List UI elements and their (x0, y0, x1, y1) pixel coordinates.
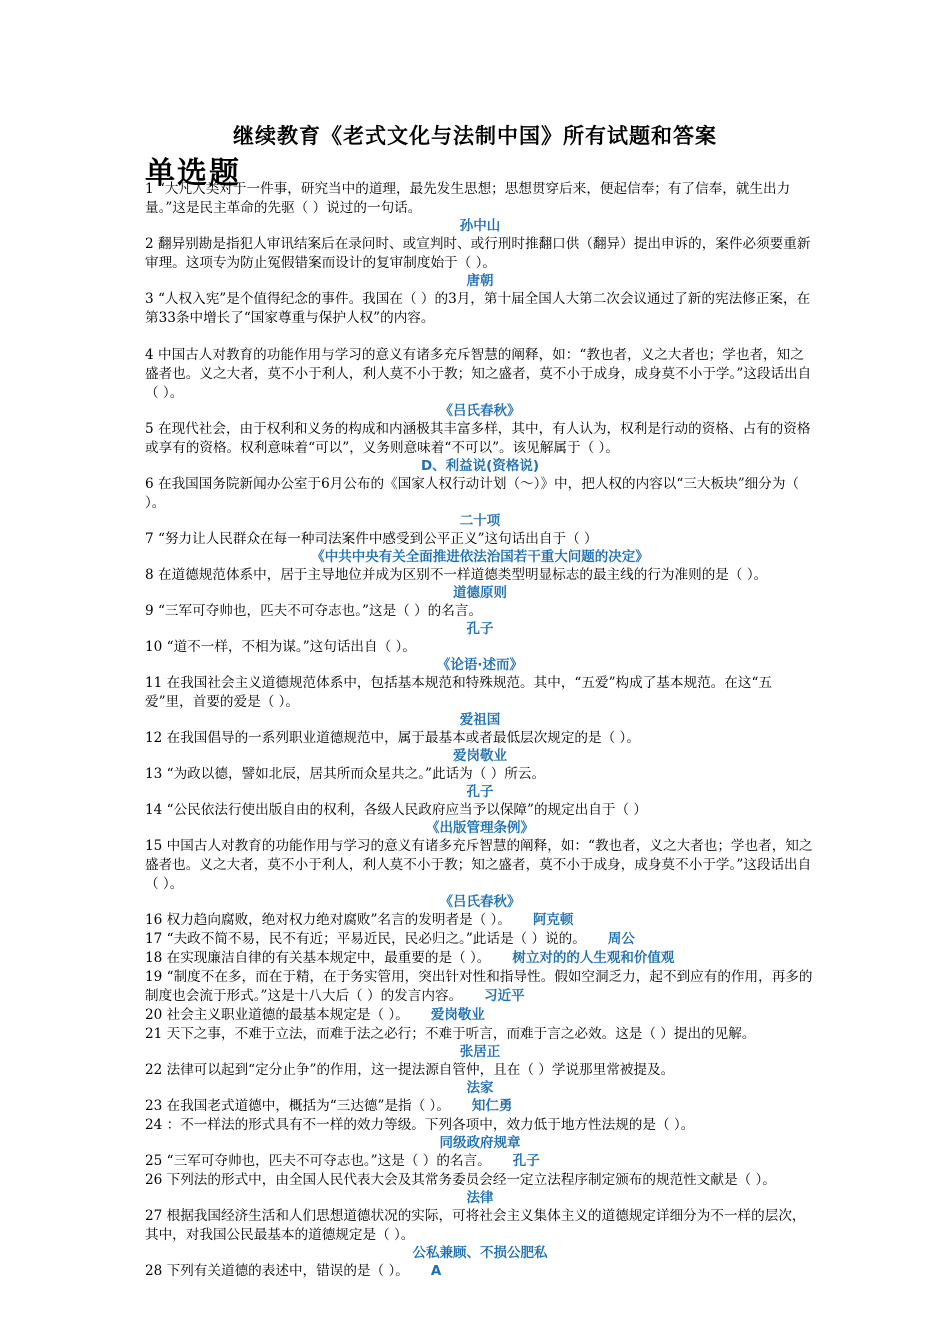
question-28 (145, 1262, 815, 1281)
answer-27: 公私兼顾、不损公肥私 (412, 1245, 548, 1261)
question-5 (145, 420, 815, 458)
question-text: 24 ：不一样法的形式具有不一样的效力等级。下列各项中，效力低于地方性法规的是（ ）。 (145, 1117, 695, 1133)
inline-answer: 周公 (607, 931, 635, 947)
inline-answer: 习近平 (484, 988, 525, 1004)
question-17 (145, 930, 815, 949)
question-text: 4 中国古人对教育的功能作用与学习的意义有诸多充斥智慧的阐释，如：“教也者，义之大者也；学也者，知之盛者也。义之大者，莫不小于利人，利人莫不小于教；知之盛者，莫不小于成身，成身莫不小于学。”这段话出自（ ）。 (145, 347, 812, 401)
answer-22: 法家 (466, 1080, 494, 1096)
question-text: 20 社会主义职业道德的最基本规定是（ ）。 (145, 1007, 409, 1023)
question-text: 1 “大凡人类对于一件事，研究当中的道理，最先发生思想；思想贯穿后来，便起信奉；有了信奉，就生出力量。”这是民主革命的先驱（ ）说过的一句话。 (145, 181, 791, 216)
question-text: 16 权力趋向腐败，绝对权力绝对腐败”名言的发明者是（ ）。 (145, 912, 511, 928)
question-text: 3 “人权入宪”是个值得纪念的事件。我国在（ ）的3月，第十届全国人大第二次会议通过了新的宪法修正案，在第33条中增长了“国家尊重与保护人权”的内容。 (145, 291, 811, 326)
question-text: 5 在现代社会，由于权利和义务的构成和内涵极其丰富多样，其中，有人认为，权利是行动的资格、占有的资格或享有的资格。权利意味着“可以”，义务则意味着“不可以”。该见解属于（ ）。 (145, 421, 811, 456)
question-text: 25 “三军可夺帅也，匹夫不可夺志也。”这是（ ）的名言。 (145, 1153, 491, 1169)
question-23 (145, 1097, 815, 1116)
answer-15: 《吕氏春秋》 (439, 894, 521, 910)
answer-26: 法律 (466, 1190, 494, 1206)
question-9 (145, 602, 815, 621)
question-10 (145, 638, 815, 657)
question-2 (145, 235, 815, 273)
question-text: 10 “道不一样，不相为谋。”这句话出自（ ）。 (145, 639, 416, 655)
question-text: 22 法律可以起到“定分止争”的作用，这一提法源自管仲，且在（ ）学说那里常被提及。 (145, 1062, 675, 1078)
answer-4: 《吕氏春秋》 (439, 403, 521, 419)
question-text: 28 下列有关道德的表述中，错误的是（ ）。 (145, 1263, 409, 1279)
question-14 (145, 801, 815, 820)
question-18 (145, 949, 815, 968)
question-text: 23 在我国老式道德中，概括为“三达德”是指（ ）。 (145, 1098, 450, 1114)
answer-21: 张居正 (459, 1044, 501, 1060)
question-text: 26 下列法的形式中，由全国人民代表大会及其常务委员会经一定立法程序制定颁布的规范性文献是（ ）。 (145, 1172, 776, 1188)
question-21 (145, 1025, 815, 1044)
question-text: 19 “制度不在多，而在于精，在于务实管用，突出针对性和指导性。假如空洞乏力，起不到应有的作用，再多的制度也会流于形式。”这是十八大后（ ）的发言内容。 (145, 969, 813, 1004)
question-text: 8 在道德规范体系中，居于主导地位并成为区别不一样道德类型明显标志的最主线的行为准则的是（ ）。 (145, 567, 768, 583)
answer-7: 《中共中央有关全面推进依法治国若干重大问题的决定》 (311, 549, 649, 565)
answer-11: 爱祖国 (459, 712, 501, 728)
answer-6: 二十项 (459, 513, 501, 529)
question-20 (145, 1006, 815, 1025)
question-13 (145, 765, 815, 784)
inline-answer: 知仁勇 (471, 1098, 513, 1114)
inline-answer: 树立对的的人生观和价值观 (512, 950, 675, 966)
answer-8: 道德原则 (453, 585, 507, 601)
question-7 (145, 530, 815, 549)
question-text: 13 “为政以德，譬如北辰，居其所而众星共之。”此话为（ ）所云。 (145, 766, 546, 782)
question-list (145, 180, 815, 1281)
answer-13: 孔子 (466, 784, 494, 800)
question-text: 18 在实现廉洁自律的有关基本规定中，最重要的是（ ）。 (145, 950, 491, 966)
question-11 (145, 674, 815, 712)
question-8 (145, 566, 815, 585)
answer-9: 孔子 (466, 621, 494, 637)
question-text: 14 “公民依法行使出版自由的权利，各级人民政府应当予以保障”的规定出自于（ ） (145, 802, 648, 818)
question-24 (145, 1116, 815, 1135)
question-6 (145, 475, 815, 513)
inline-answer: 阿克顿 (532, 912, 574, 928)
question-25 (145, 1152, 815, 1171)
question-text: 7 “努力让人民群众在每一种司法案件中感受到公平正义”这句话出自于（ ） (145, 531, 598, 547)
question-27 (145, 1207, 815, 1245)
section-heading: 单选题 (145, 156, 241, 191)
question-text: 2 翻异别勘是指犯人审讯结案后在录问时、或宣判时、或行刑时推翻口供（翻异）提出申诉的，案件必须要重新审理。这项专为防止冤假错案而设计的复审制度始于（ ）。 (145, 236, 811, 271)
question-1 (145, 180, 815, 218)
blank-answer-gap (145, 328, 815, 346)
question-text: 17 “夫政不简不易，民不有近；平易近民，民必归之。”此话是（ ）说的。 (145, 931, 586, 947)
answer-10: 《论语·述而》 (436, 657, 524, 673)
question-text: 6 在我国国务院新闻办公室于6月公布的《国家人权行动计划（～）》中，把人权的内容以“三大板块”细分为（ ）。 (145, 476, 800, 511)
question-text: 27 根据我国经济生活和人们思想道德状况的实际，可将社会主义集体主义的道德规定详细分为不一样的层次，其中，对我国公民最基本的道德规定是（ ）。 (145, 1208, 806, 1243)
question-4 (145, 346, 815, 403)
question-22 (145, 1061, 815, 1080)
question-15 (145, 837, 815, 894)
inline-answer: 孔子 (512, 1153, 540, 1169)
question-12 (145, 729, 815, 748)
answer-1: 孙中山 (459, 218, 501, 234)
question-26 (145, 1171, 815, 1190)
document-title: 继续教育《老式文化与法制中国》所有试题和答案 (233, 123, 717, 148)
answer-14: 《出版管理条例》 (426, 820, 534, 836)
answer-24: 同级政府规章 (439, 1135, 521, 1151)
question-text: 9 “三军可夺帅也，匹夫不可夺志也。”这是（ ）的名言。 (145, 603, 483, 619)
inline-answer: A (430, 1263, 442, 1279)
question-text: 12 在我国倡导的一系列职业道德规范中，属于最基本或者最低层次规定的是（ ）。 (145, 730, 640, 746)
inline-answer: 爱岗敬业 (430, 1007, 485, 1023)
answer-12: 爱岗敬业 (453, 748, 507, 764)
question-19 (145, 968, 815, 1006)
question-text: 11 在我国社会主义道德规范体系中，包括基本规范和特殊规范。其中，“五爱”构成了基本规范。在这“五爱”里，首要的爱是（ ）。 (145, 675, 772, 710)
answer-2: 唐朝 (466, 273, 494, 289)
question-16 (145, 911, 815, 930)
answer-5: D、利益说(资格说) (420, 458, 540, 474)
question-text: 15 中国古人对教育的功能作用与学习的意义有诸多充斥智慧的阐释，如：“教也者，义之大者也；学也者，知之盛者也。义之大者，莫不小于利人，利人莫不小于教；知之盛者，莫不小于成身，成身莫不小于学。”这段话出自（ ）。 (145, 838, 813, 892)
question-text: 21 天下之事，不难于立法，而难于法之必行；不难于听言，而难于言之必效。这是（ ）提出的见解。 (145, 1026, 756, 1042)
question-3 (145, 290, 815, 328)
